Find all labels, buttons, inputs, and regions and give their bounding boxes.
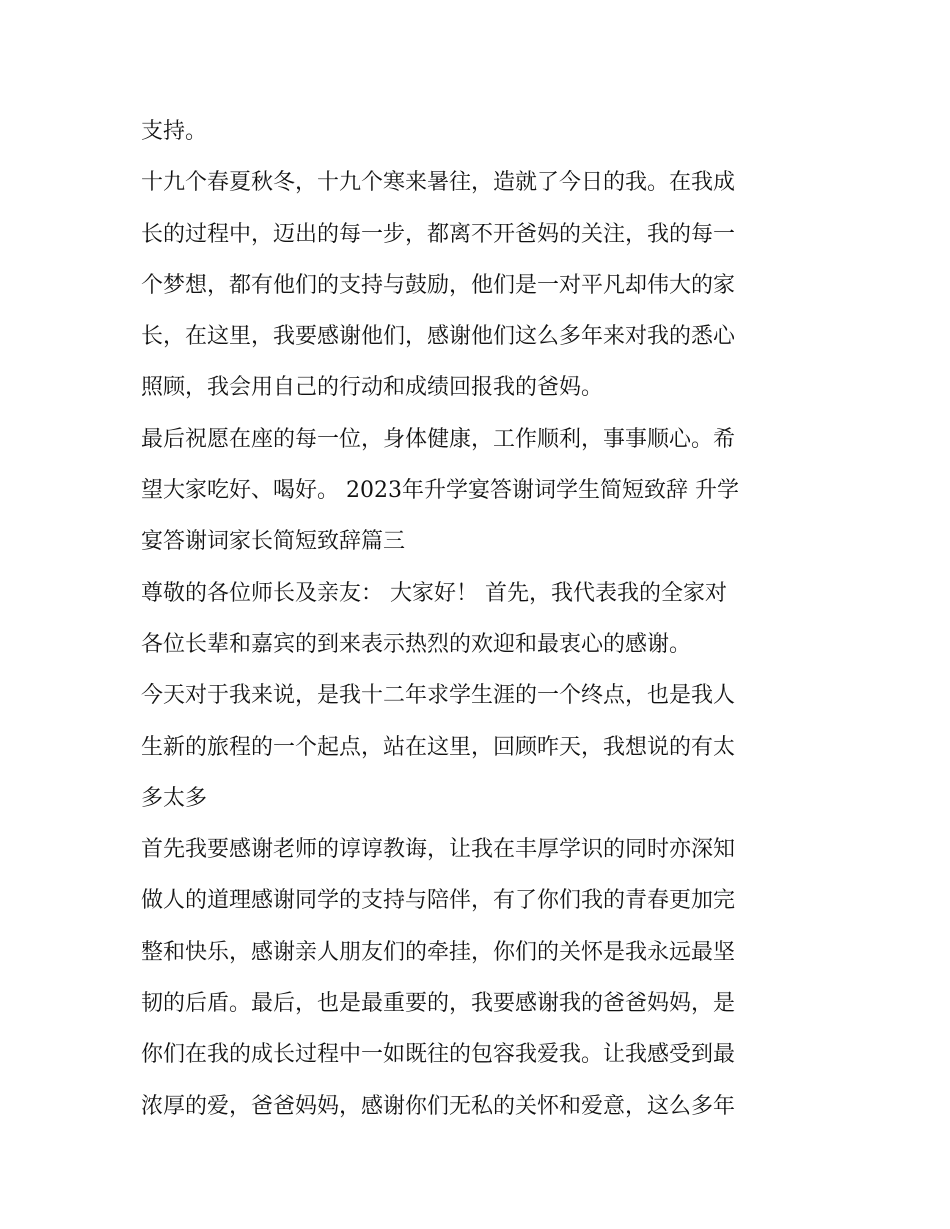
text-line: 浓厚的爱，爸爸妈妈，感谢你们无私的关怀和爱意，这么多年 <box>141 1093 736 1119</box>
text-line: 你们在我的成长过程中一如既往的包容我爱我。让我感受到最 <box>141 1042 736 1068</box>
text-line: 韧的后盾。最后，也是最重要的，我要感谢我的爸爸妈妈，是 <box>141 991 736 1017</box>
text-line: 尊敬的各位师长及亲友： 大家好！ 首先，我代表我的全家对 <box>141 580 727 606</box>
text-line: 照顾，我会用自己的行动和成绩回报我的爸妈。 <box>141 375 604 401</box>
text-line: 个梦想，都有他们的支持与鼓励，他们是一对平凡却伟大的家 <box>141 272 736 298</box>
text-line: 今天对于我来说，是我十二年求学生涯的一个终点，也是我人 <box>141 683 736 709</box>
text-line: 支持。 <box>141 119 208 144</box>
text-line: 生新的旅程的一个起点，站在这里，回顾昨天，我想说的有太 <box>141 734 736 760</box>
text-line: 首先我要感谢老师的谆谆教诲，让我在丰厚学识的同时亦深知 <box>141 837 736 863</box>
text-line: 十九个春夏秋冬，十九个寒来暑往，造就了今日的我。在我成 <box>141 170 736 196</box>
text-line: 各位长辈和嘉宾的到来表示热烈的欢迎和最衷心的感谢。 <box>141 631 692 657</box>
text-line: 多太多 <box>141 785 208 811</box>
text-line: 望大家吃好、喝好。 2023年升学宴答谢词学生简短致辞 升学 <box>141 478 739 504</box>
document-body <box>141 106 813 1132</box>
text-line: 做人的道理感谢同学的支持与陪伴，有了你们我的青春更加完 <box>141 888 736 914</box>
text-line: 宴答谢词家长简短致辞篇三 <box>141 529 406 555</box>
text-line: 长，在这里，我要感谢他们，感谢他们这么多年来对我的悉心 <box>141 324 736 350</box>
text-line: 最后祝愿在座的每一位，身体健康，工作顺利，事事顺心。希 <box>141 426 736 452</box>
text-line: 整和快乐，感谢亲人朋友们的牵挂，你们的关怀是我永远最坚 <box>141 939 736 965</box>
text-line: 长的过程中，迈出的每一步，都离不开爸妈的关注，我的每一 <box>141 221 736 247</box>
